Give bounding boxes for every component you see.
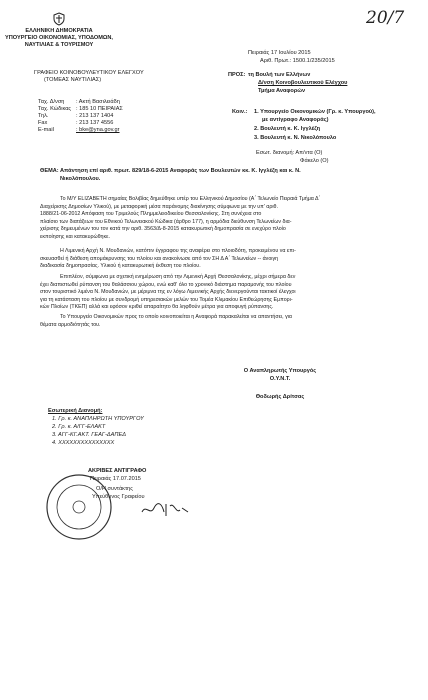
paragraph-2-line: Η Λιμενική Αρχή Ν. Μουδανιών, κατόπιν έγγραφου της αναφέρει στο πλοιοδότη, προκειμένου να επι- bbox=[60, 248, 296, 254]
paragraph-3-line: για τη κατάσταση του πλοίου με συνδρομή υπηρεσιακών μελών του Τομέα Κλιμακίου Επιθεώρησης Εμπορι- bbox=[40, 296, 293, 303]
stamp-line-2: Πειραιάς 17.07.2015 bbox=[90, 476, 141, 482]
contact-email-label: E-mail bbox=[38, 127, 54, 133]
contact-address-label: Ταχ. Δ/νση bbox=[38, 99, 65, 105]
cc-line-3: 2. Βουλευτή κ. Κ. Ιγγλέζη bbox=[254, 126, 321, 132]
body-paragraph-3 bbox=[40, 274, 390, 312]
paragraph-2-line: διαδικασία δημοπρασίας. Υλικού ή κατακυρωτική έκθεση του πλοίου. bbox=[40, 263, 201, 270]
cc-label: Κοιν.: bbox=[232, 109, 248, 115]
paragraph-3-line: στον τουριστικό λιμένα Ν. Μουδανιών, με μέριμνα της εν λόγω Λιμενικής Αρχής διενεργούνται τακτικοί έλεγχοι bbox=[40, 289, 296, 296]
paragraph-2-line: σκευασθεί ή διάθεση απομάκρυνσης του πλοίου και ανακοίνωσε από τον ΣΗ Δ Α΄ Τελωνείων -- άνοιγη bbox=[40, 255, 279, 262]
distribution-item: 2. Γρ. κ. Α/ΓΓ-ΕΛΑΚΤ bbox=[52, 424, 106, 430]
paragraph-3-line: Επιπλέον, σύμφωνα με σχετική ενημέρωση από την Λιμενική Αρχή Θεσσαλονίκης, μέχρι σήμερα δεν bbox=[60, 274, 296, 280]
distribution-item: 1. Γρ. κ. ΑΝΑΠΛΗΡΩΤΗ ΥΠΟΥΡΓΟΥ bbox=[52, 416, 144, 422]
stamp-line-3: Ο/Η συντάκτης bbox=[96, 486, 133, 492]
to-line-2: Δ/νση Κοινοβουλευτικού Ελέγχου bbox=[258, 80, 348, 86]
signatory-title-2: Ο.Υ.Ν.Τ. bbox=[269, 376, 291, 382]
contact-postcode-value: : 185 10 ΠΕΙΡΑΙΑΣ bbox=[76, 106, 123, 112]
office-line-2: (ΤΟΜΕΑΣ ΝΑΥΤΙΛΙΑΣ) bbox=[44, 77, 102, 83]
internal-copy-line-1: Εσωτ. διανομή: Απ/ντα (Ο) bbox=[256, 150, 323, 156]
subject-text-line-2: Νικολόπουλου. bbox=[60, 176, 101, 182]
contact-fax-label: Fax bbox=[38, 120, 48, 126]
contact-address-value: : Ακτή Βασιλειάδη bbox=[76, 99, 120, 105]
to-label: ΠΡΟΣ: bbox=[228, 72, 246, 78]
office-line-1: ΓΡΑΦΕΙΟ ΚΟΙΝΟΒΟΥΛΕΥΤΙΚΟΥ ΕΛΕΓΧΟΥ bbox=[34, 70, 144, 76]
paragraph-1-line: εκποίησης και κατακυρώθηκε. bbox=[40, 233, 110, 240]
to-line-1: τη Βουλή των Ελλήνων bbox=[248, 72, 311, 78]
stamp-line-4: Υπεύθυνος Γραφείου bbox=[92, 494, 145, 500]
contact-postcode-label: Ταχ. Κώδικας bbox=[38, 106, 72, 112]
protocol-number: Αριθ. Πρωτ.: 1500.1/235/2015 bbox=[260, 58, 335, 64]
handwritten-signature-icon bbox=[140, 500, 190, 518]
paragraph-4-line: Το Υπουργείο Οικονομικών προς το οποίο κοινοποιείται η Αναφορά παρακαλείται να απαντήσει, για bbox=[60, 314, 292, 320]
paragraph-1-line: Το Μ/Υ ELIZABETH σημαίας Βολιβίας δημεύθηκε υπέρ του Ελληνικού Δημοσίου (Α΄ Τελωνείο Πειραιά Τμήμα Δ΄ bbox=[60, 196, 321, 202]
sender-line-1: ΕΛΛΗΝΙΚΗ ΔΗΜΟΚΡΑΤΙΑ bbox=[25, 28, 93, 34]
internal-distribution-heading: Εσωτερική Διανομή: bbox=[48, 408, 103, 414]
paragraph-4-line: θέματα αρμοδιότητάς του. bbox=[40, 321, 101, 328]
paragraph-3-line: έχει διαπιστωθεί ρύπανση του θαλάσσιου χώρου, ενώ καθ' όλο το χρονικό διάστημα παραμονής του πλοίου bbox=[40, 281, 292, 288]
paragraph-1-line: Διαχείρισης Δημοσίων Υλικού), με μεταφορική μέσα παράνομης διακίνησης σύμφωνα με την υπ' αριθ. bbox=[40, 203, 278, 210]
cc-line-2: με αντίγραφο Αναφοράς) bbox=[262, 117, 329, 123]
contact-phone-value: : 213 137 1404 bbox=[76, 113, 114, 119]
cc-line-4: 3. Βουλευτή κ. Ν. Νικολόπουλο bbox=[254, 135, 337, 141]
greek-emblem-icon bbox=[52, 12, 66, 26]
letter-date: Πειραιάς 17 Ιουλίου 2015 bbox=[248, 50, 311, 56]
paragraph-3-line: κών Πλοίων (ΤΚΕΠ) αλλά και εφόσον κριθεί απαραίτητο θα ληφθούν μέτρα για αποφυγή ρύπανσης. bbox=[40, 304, 274, 311]
to-line-3: Τμήμα Αναφορών bbox=[258, 88, 306, 94]
contact-email-value[interactable]: : bke@yna.gov.gr bbox=[76, 127, 120, 133]
sender-line-2: ΥΠΟΥΡΓΕΙΟ ΟΙΚΟΝΟΜΙΑΣ, ΥΠΟΔΟΜΩΝ, bbox=[5, 35, 113, 41]
handwritten-note: 20/7 bbox=[366, 8, 405, 28]
signatory-title-1: Ο Αναπληρωτής Υπουργός bbox=[243, 368, 317, 374]
stamp-line-1: ΑΚΡΙΒΕΣ ΑΝΤΙΓΡΑΦΟ bbox=[88, 468, 147, 474]
distribution-item: 3. ΑΓΓ-ΚΓ.ΑΚΤ. ΓΕΑΓ-ΔΑΠΕΔ bbox=[52, 432, 126, 438]
body-paragraph-2 bbox=[40, 248, 390, 271]
signatory-name: Θοδωρής Δρίτσας bbox=[255, 394, 305, 400]
subject-text-line-1: Απάντηση επί αριθ. πρωτ. 829/18-6-2015 Αναφοράς των Βουλευτών κκ. Κ. Ιγγλέζη και κ. Ν. bbox=[60, 168, 301, 174]
cc-line-1: 1. Υπουργείο Οικονομικών (Γρ. κ. Υπουργού), bbox=[254, 109, 376, 115]
contact-phone-label: Τηλ. bbox=[38, 113, 49, 119]
contact-fax-value: : 213 137 4556 bbox=[76, 120, 114, 126]
sender-line-3: ΝΑΥΤΙΛΙΑΣ & ΤΟΥΡΙΣΜΟΥ bbox=[24, 42, 94, 48]
internal-copy-line-2: Φάκελο (Ο) bbox=[300, 158, 329, 164]
paragraph-1-line: πλαίσιο των διατάξεων του Εθνικού Τελωνειακού Κώδικα (άρθρο 177), η αρμόδια διεύθυνση Τελωνείων δια- bbox=[40, 218, 292, 225]
paragraph-1-line: 1888/21-06-2012 Απόφαση του Τριμελούς Πλημμελειοδικείου Θεσσαλονίκης. Στη συνέχεια στο bbox=[40, 211, 262, 218]
paragraph-1-line: χείρισης δημευμένων του τον κατά την αριθ. 3563/Δ-8-2015 κατακυρωτική δημοπρασία σε ενεχύρο πλοίο bbox=[40, 226, 286, 233]
body-paragraph-1 bbox=[40, 196, 390, 242]
subject-label: ΘΕΜΑ: bbox=[40, 168, 59, 174]
body-paragraph-4 bbox=[40, 314, 390, 329]
distribution-item: 4. ΧΧΧΧΧΧΧΧΧΧΧΧΧΧΧ bbox=[52, 440, 115, 446]
